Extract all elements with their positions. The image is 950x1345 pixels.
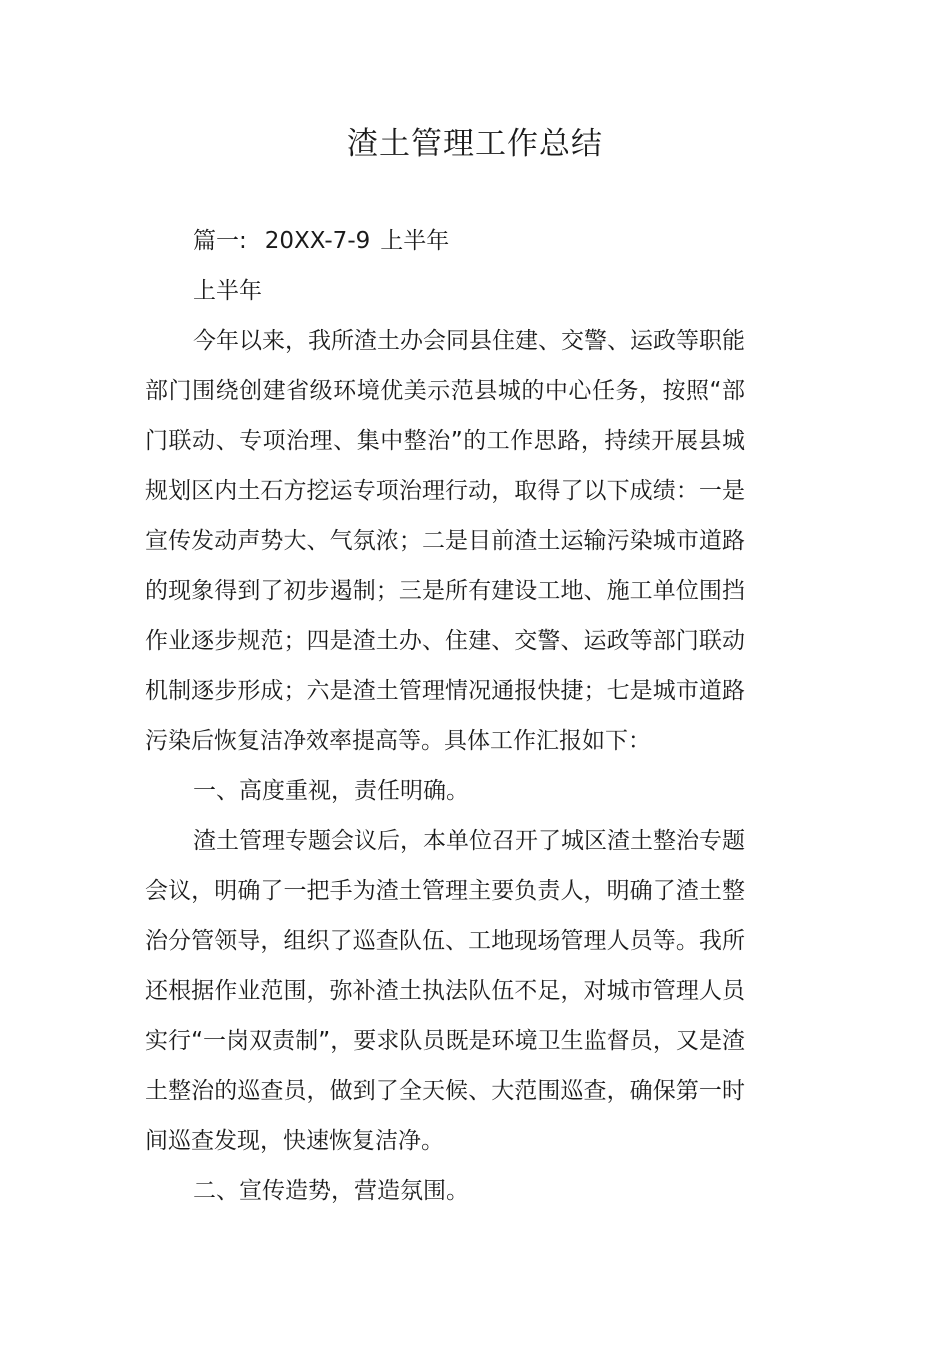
header-line [145,216,745,266]
header-label: 篇一: [193,228,247,254]
section-heading-2: 二、宣传造势，营造氛围。 [193,1178,469,1204]
document-title: 渣土管理工作总结 [347,126,603,162]
header-period: 上半年 [380,228,450,254]
period-line: 上半年 [193,278,262,304]
paragraph-section-1: 渣土管理专题会议后，本单位召开了城区渣土整治专题会议，明确了一把手为渣土管理主要负责人，明确了渣土整治分管领导，组织了巡查队伍、工地现场管理人员等。我所还根据作业范围，弥补渣土执法队伍不足，对城市管理人员实行“一岗双责制”，要求队员既是环境卫生监督员，又是渣土整治的巡查员，做到了全天候、大范围巡查，确保第一时间巡查发现，快速恢复洁净。 [145,828,745,1154]
header-date: 20XX-7-9 [264,228,371,254]
paragraph-intro: 今年以来，我所渣土办会同县住建、交警、运政等职能部门围绕创建省级环境优美示范县城的中心任务，按照“部门联动、专项治理、集中整治”的工作思路，持续开展县城规划区内土石方挖运专项治理行动，取得了以下成绩：一是宣传发动声势大、气氛浓；二是目前渣土运输污染城市道路的现象得到了初步遏制；三是所有建设工地、施工单位围挡作业逐步规范；四是渣土办、住建、交警、运政等部门联动机制逐步形成；六是渣土管理情况通报快捷；七是城市道路污染后恢复洁净效率提高等。具体工作汇报如下： [145,328,745,754]
section-heading-1: 一、高度重视，责任明确。 [193,778,469,804]
